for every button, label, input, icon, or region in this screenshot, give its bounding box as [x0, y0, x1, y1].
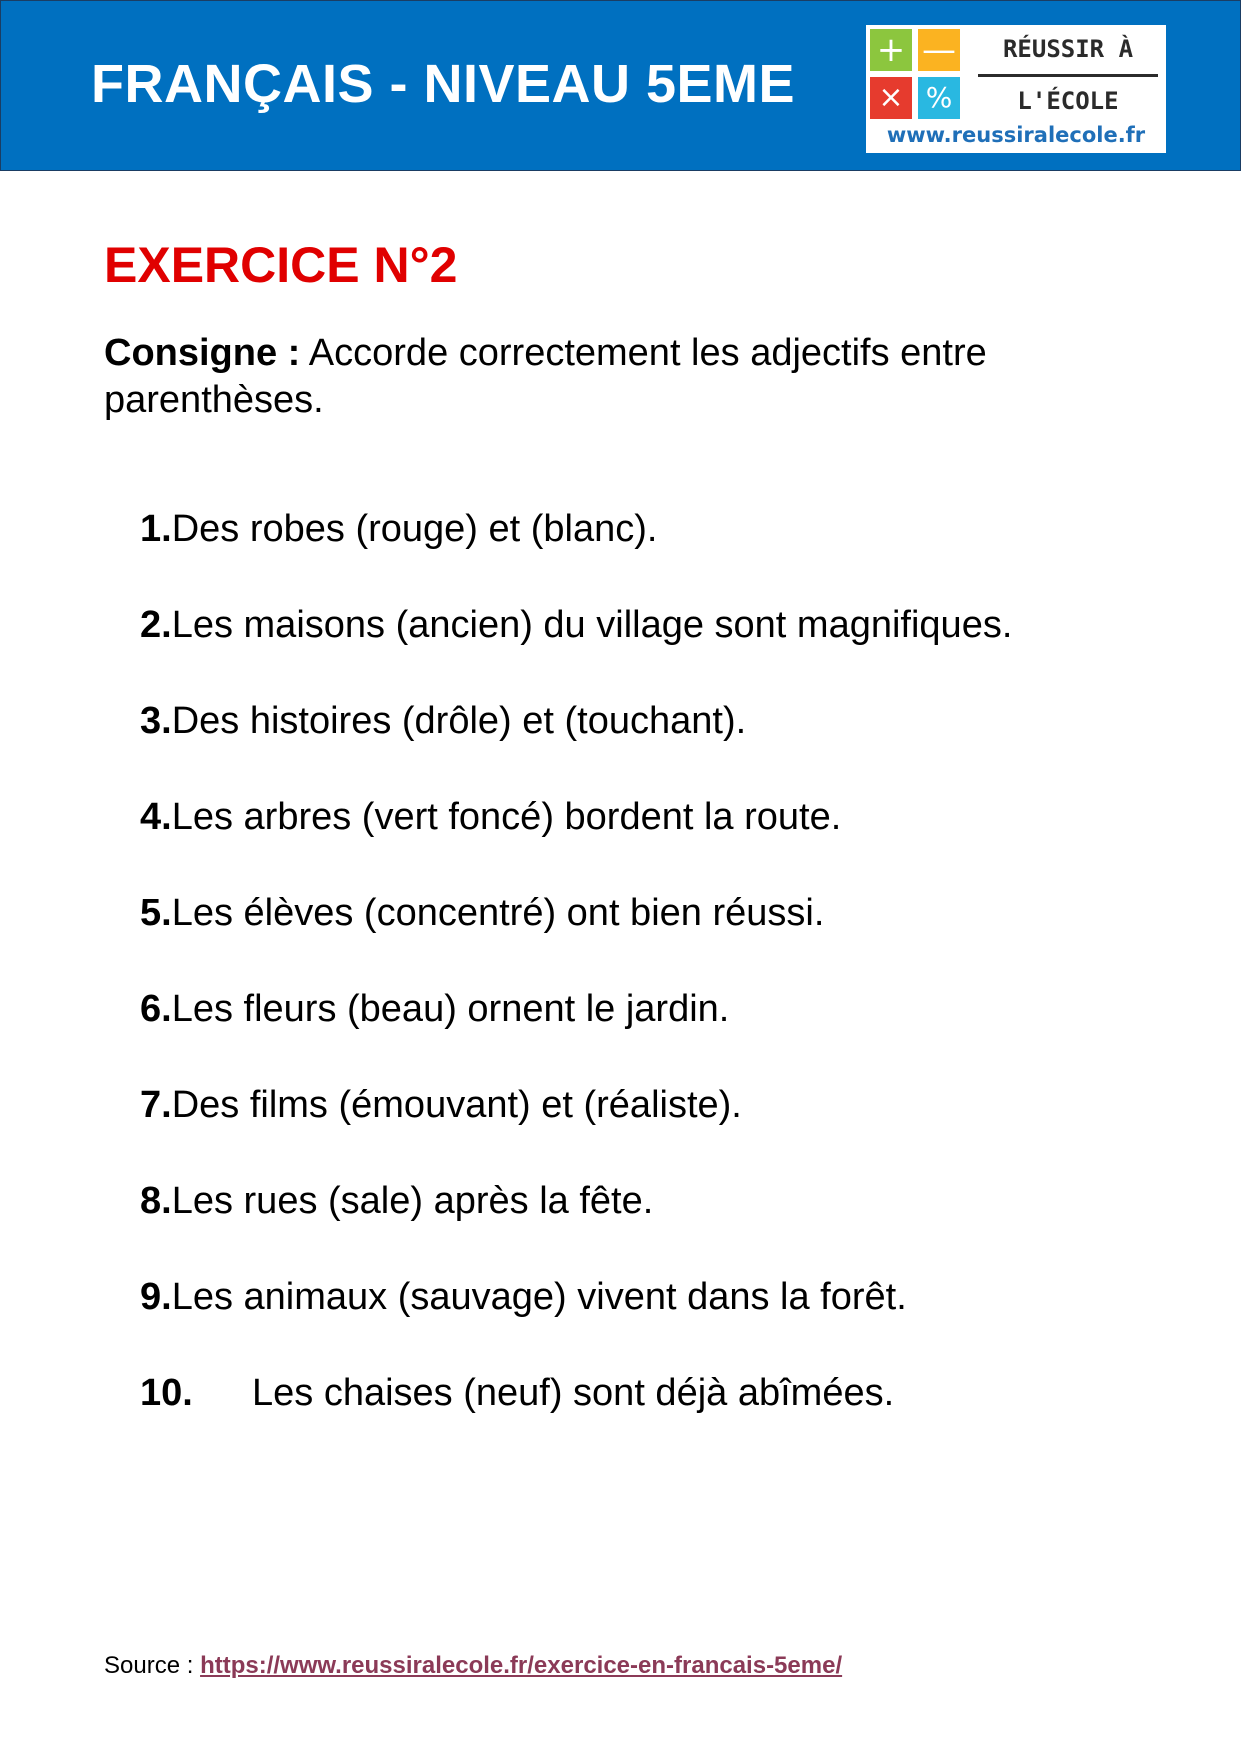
header-title: FRANÇAIS - NIVEAU 5EME — [91, 54, 796, 114]
item-text: Des robes (rouge) et (blanc). — [171, 508, 658, 550]
item-text: Les arbres (vert foncé) bordent la route. — [171, 796, 842, 838]
exercise-item — [140, 985, 1012, 1081]
item-number: 1. — [140, 508, 172, 550]
instruction-label: Consigne : — [104, 332, 301, 374]
exercise-item — [140, 793, 1012, 889]
item-text: Les élèves (concentré) ont bien réussi. — [171, 892, 825, 934]
exercise-item — [140, 1273, 1012, 1369]
exercise-item — [140, 697, 1012, 793]
source-link[interactable]: https://www.reussiralecole.fr/exercice-en-francais-5eme/ — [200, 1652, 843, 1679]
exercise-list — [140, 505, 1012, 1465]
item-number: 4. — [140, 796, 172, 838]
item-number: 9. — [140, 1276, 172, 1318]
logo-text-line2: L'ÉCOLE — [1017, 87, 1119, 115]
item-number: 10. — [140, 1372, 193, 1414]
item-text: Les chaises (neuf) sont déjà abîmées. — [252, 1372, 895, 1414]
source-footer — [104, 1652, 842, 1680]
item-number: 5. — [140, 892, 172, 934]
plus-icon: + — [870, 29, 912, 71]
exercise-item — [140, 505, 1012, 601]
item-text: Des films (émouvant) et (réaliste). — [171, 1084, 742, 1126]
site-logo[interactable] — [866, 25, 1166, 153]
exercise-title: EXERCICE N°2 — [104, 237, 458, 293]
page-header — [0, 0, 1241, 171]
logo-divider — [978, 74, 1158, 77]
instruction-text: Accorde correctement les adjectifs entre parenthèses. — [104, 332, 987, 421]
item-text: Les maisons (ancien) du village sont magnifiques. — [171, 604, 1013, 646]
logo-url[interactable]: www.reussiralecole.fr — [886, 123, 1146, 147]
item-text: Des histoires (drôle) et (touchant). — [171, 700, 747, 742]
item-number: 6. — [140, 988, 172, 1030]
exercise-item — [140, 1177, 1012, 1273]
minus-icon: — — [918, 29, 960, 71]
exercise-item — [140, 601, 1012, 697]
logo-text-line1: RÉUSSIR À — [1002, 35, 1134, 63]
item-number: 7. — [140, 1084, 172, 1126]
exercise-item — [140, 1369, 1012, 1465]
item-number: 2. — [140, 604, 172, 646]
item-number: 3. — [140, 700, 172, 742]
item-number: 8. — [140, 1180, 172, 1222]
item-text: Les animaux (sauvage) vivent dans la forêt. — [171, 1276, 907, 1318]
source-label: Source : — [104, 1652, 194, 1679]
instruction — [104, 330, 1144, 424]
exercise-item — [140, 1081, 1012, 1177]
exercise-item — [140, 889, 1012, 985]
item-text: Les fleurs (beau) ornent le jardin. — [171, 988, 730, 1030]
percent-icon: % — [918, 77, 960, 119]
times-icon: × — [870, 77, 912, 119]
item-text: Les rues (sale) après la fête. — [171, 1180, 654, 1222]
